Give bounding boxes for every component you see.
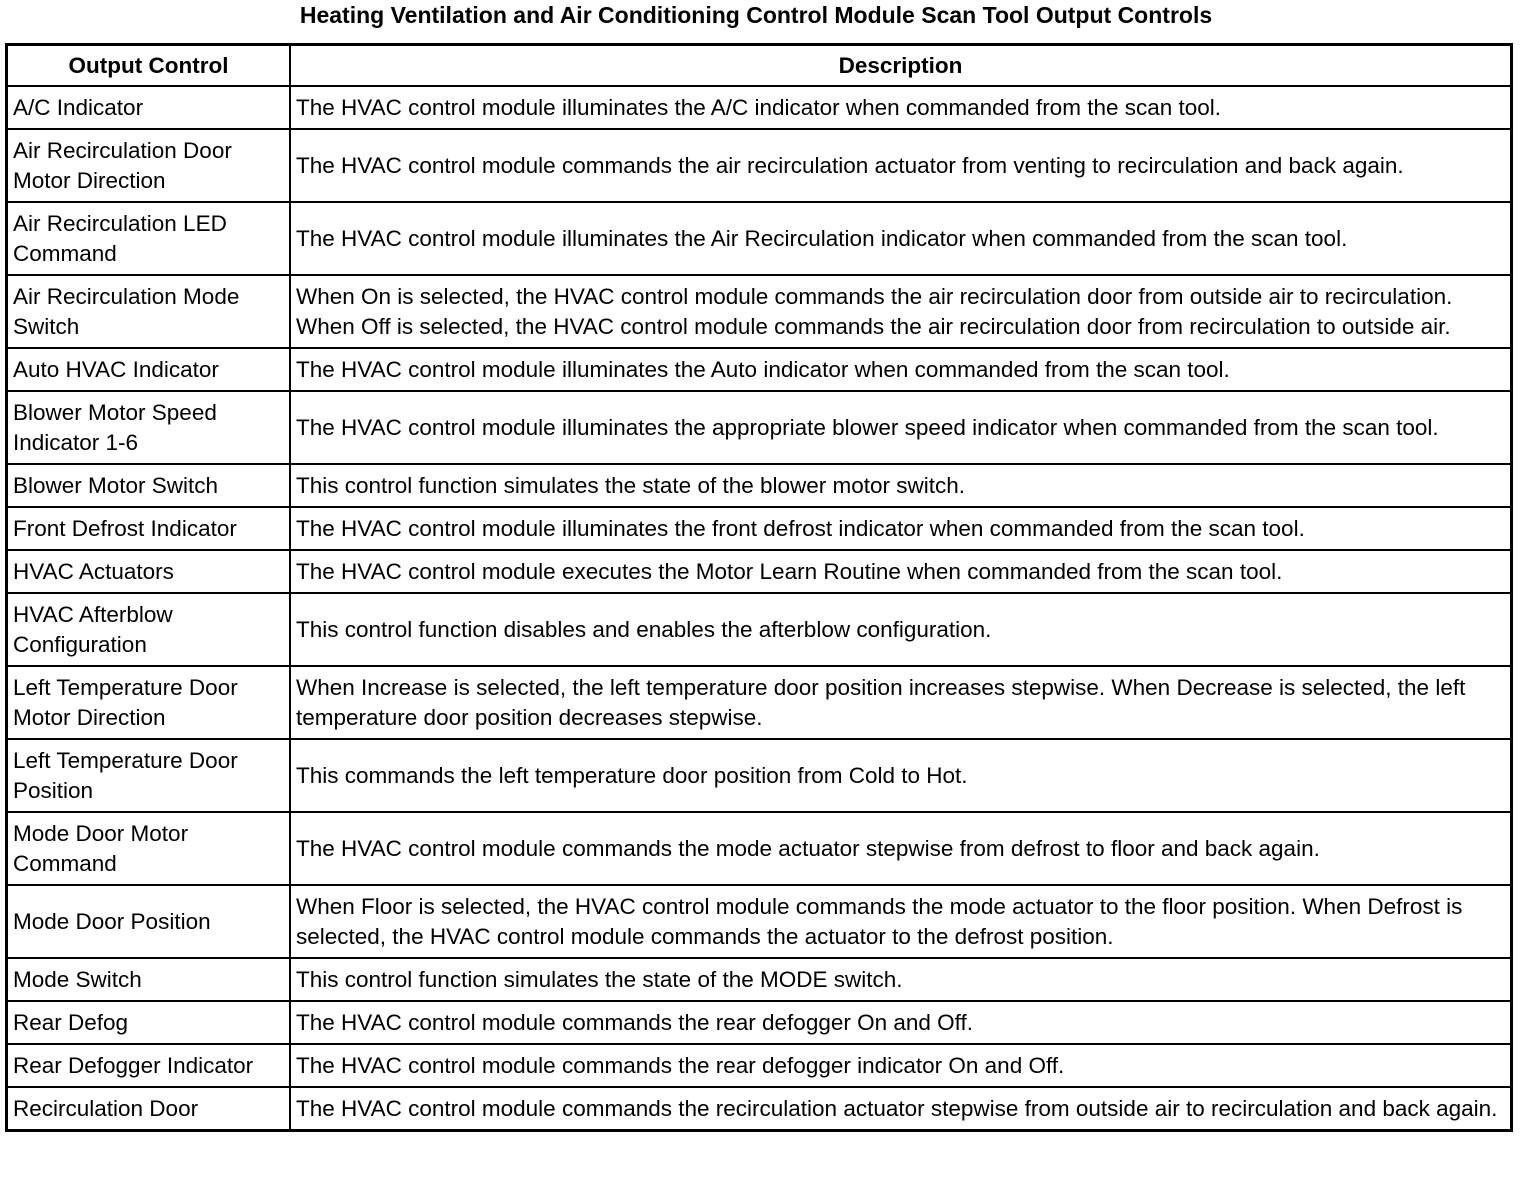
output-controls-table	[8, 46, 1510, 1129]
table-row	[8, 550, 1510, 593]
table-row	[8, 129, 1510, 202]
output-control-cell: Air Recirculation LED Command	[8, 202, 290, 275]
output-control-cell: Air Recirculation Mode Switch	[8, 275, 290, 348]
table-row	[8, 593, 1510, 666]
output-control-cell: Recirculation Door	[8, 1087, 290, 1129]
table-row	[8, 86, 1510, 129]
description-cell: When Increase is selected, the left temperature door position increases stepwise. When Decrease is selected, the left temperature door position decreases stepwise.	[290, 666, 1510, 739]
output-control-cell: HVAC Afterblow Configuration	[8, 593, 290, 666]
table-header-row	[8, 46, 1510, 86]
output-controls-table-wrapper	[5, 43, 1513, 1132]
description-cell: This control function simulates the state of the blower motor switch.	[290, 464, 1510, 507]
table-row	[8, 1044, 1510, 1087]
description-cell: The HVAC control module commands the rear defogger On and Off.	[290, 1001, 1510, 1044]
output-control-cell: Mode Door Position	[8, 885, 290, 958]
output-control-cell: Left Temperature Door Motor Direction	[8, 666, 290, 739]
description-cell: The HVAC control module commands the rear defogger indicator On and Off.	[290, 1044, 1510, 1087]
table-row	[8, 507, 1510, 550]
description-cell: The HVAC control module illuminates the Auto indicator when commanded from the scan tool.	[290, 348, 1510, 391]
output-control-cell: Rear Defog	[8, 1001, 290, 1044]
table-row	[8, 812, 1510, 885]
output-control-cell: Air Recirculation Door Motor Direction	[8, 129, 290, 202]
page-title: Heating Ventilation and Air Conditioning Control Module Scan Tool Output Controls	[299, 2, 1213, 28]
output-control-cell: Auto HVAC Indicator	[8, 348, 290, 391]
description-cell: The HVAC control module commands the air recirculation actuator from venting to recirculation and back again.	[290, 129, 1510, 202]
description-cell: This control function disables and enables the afterblow configuration.	[290, 593, 1510, 666]
output-control-cell: Mode Switch	[8, 958, 290, 1001]
table-row	[8, 739, 1510, 812]
table-row	[8, 391, 1510, 464]
table-row	[8, 348, 1510, 391]
output-control-cell: Mode Door Motor Command	[8, 812, 290, 885]
description-cell: The HVAC control module illuminates the A/C indicator when commanded from the scan tool.	[290, 86, 1510, 129]
description-cell: The HVAC control module illuminates the Air Recirculation indicator when commanded from the scan tool.	[290, 202, 1510, 275]
description-cell: When On is selected, the HVAC control module commands the air recirculation door from outside air to recirculation. When Off is selected, the HVAC control module commands the air recirculation door from recirculation to outside air.	[290, 275, 1510, 348]
table-row	[8, 202, 1510, 275]
table-body	[8, 86, 1510, 1129]
table-row	[8, 958, 1510, 1001]
output-control-cell: Blower Motor Switch	[8, 464, 290, 507]
description-cell: The HVAC control module commands the mode actuator stepwise from defrost to floor and back again.	[290, 812, 1510, 885]
description-cell: This control function simulates the state of the MODE switch.	[290, 958, 1510, 1001]
description-cell: The HVAC control module illuminates the front defrost indicator when commanded from the scan tool.	[290, 507, 1510, 550]
output-control-cell: Front Defrost Indicator	[8, 507, 290, 550]
column-header-description: Description	[290, 46, 1510, 86]
table-row	[8, 464, 1510, 507]
table-row	[8, 275, 1510, 348]
description-cell: The HVAC control module commands the recirculation actuator stepwise from outside air to recirculation and back again.	[290, 1087, 1510, 1129]
table-row	[8, 1001, 1510, 1044]
column-header-output-control: Output Control	[8, 46, 290, 86]
output-control-cell: HVAC Actuators	[8, 550, 290, 593]
table-row	[8, 1087, 1510, 1129]
description-cell: This commands the left temperature door position from Cold to Hot.	[290, 739, 1510, 812]
table-row	[8, 885, 1510, 958]
description-cell: The HVAC control module executes the Motor Learn Routine when commanded from the scan tool.	[290, 550, 1510, 593]
output-control-cell: A/C Indicator	[8, 86, 290, 129]
output-control-cell: Left Temperature Door Position	[8, 739, 290, 812]
description-cell: The HVAC control module illuminates the appropriate blower speed indicator when commanded from the scan tool.	[290, 391, 1510, 464]
output-control-cell: Rear Defogger Indicator	[8, 1044, 290, 1087]
description-cell: When Floor is selected, the HVAC control module commands the mode actuator to the floor position. When Defrost is selected, the HVAC control module commands the actuator to the defrost position.	[290, 885, 1510, 958]
table-row	[8, 666, 1510, 739]
output-control-cell: Blower Motor Speed Indicator 1-6	[8, 391, 290, 464]
